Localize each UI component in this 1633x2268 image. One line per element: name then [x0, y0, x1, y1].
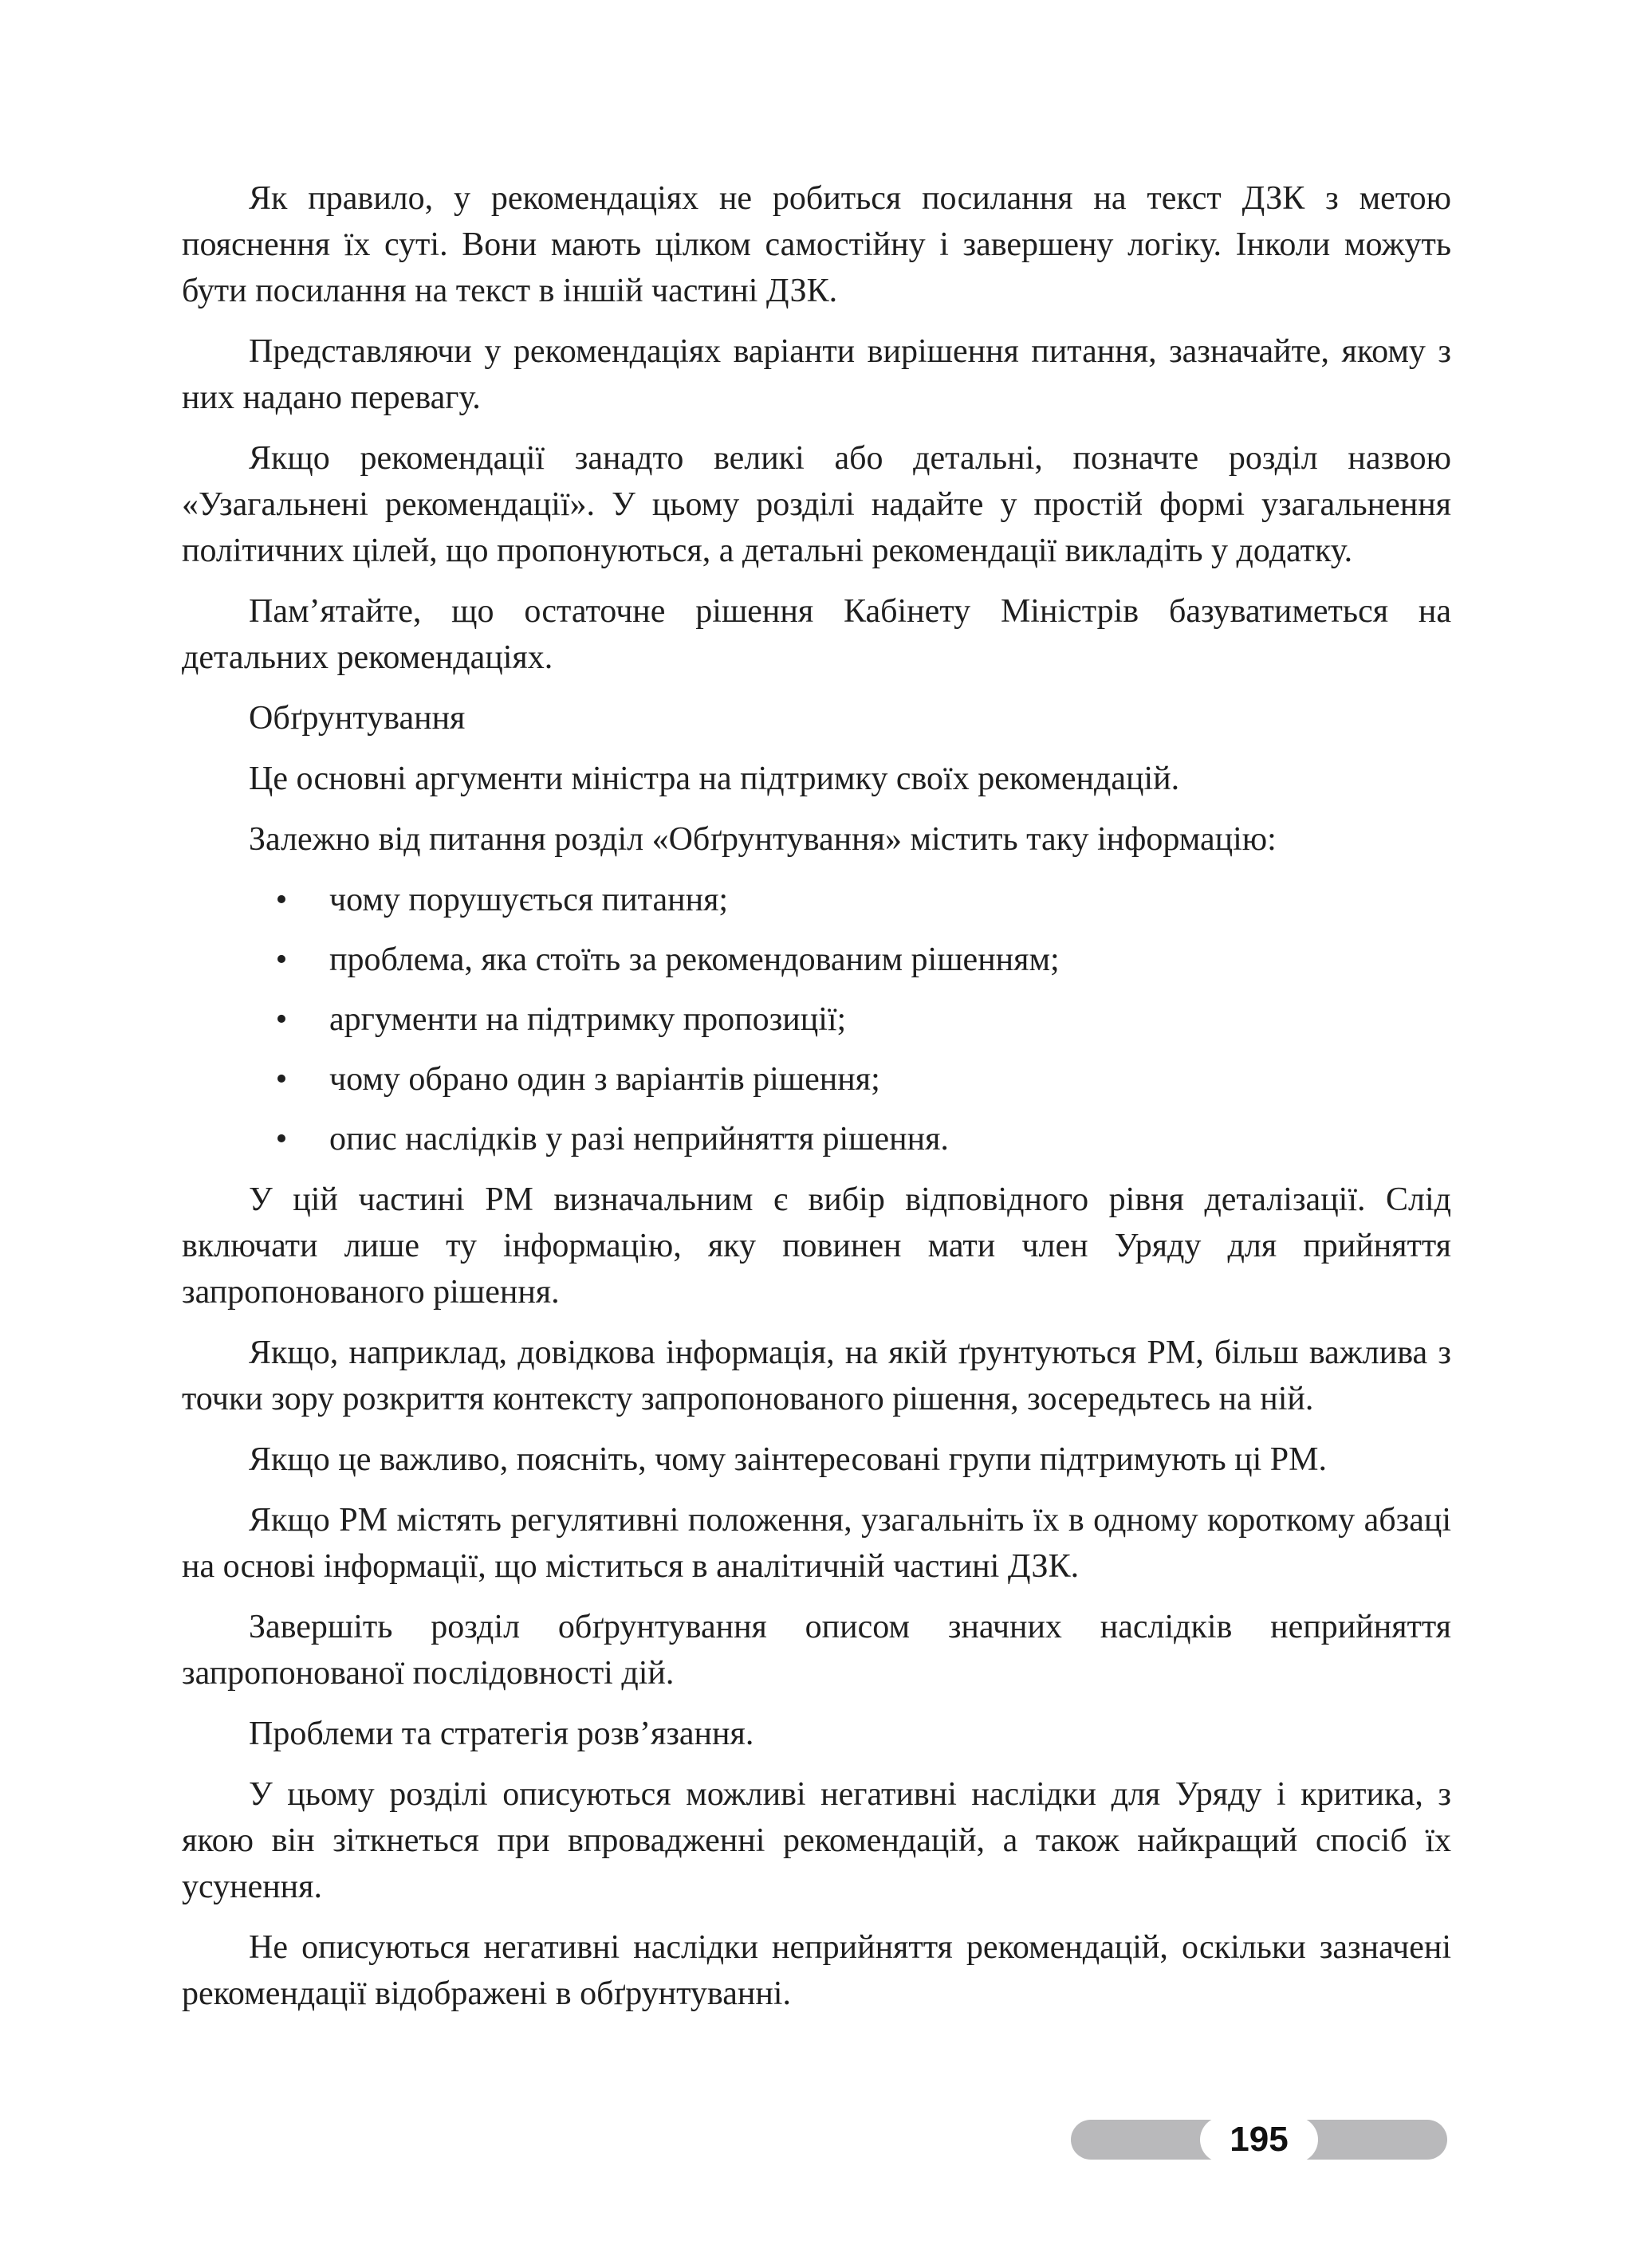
list-item: [182, 877, 1451, 923]
bullet-icon: •: [275, 941, 288, 978]
paragraph: Пам’ятайте, що остаточне рішення Кабінету Міністрів базуватиметься на детальних рекомендаціях.: [182, 593, 1451, 676]
bullet-list: [182, 877, 1451, 1162]
bullet-icon: •: [275, 1001, 288, 1038]
bullet-icon: •: [275, 1121, 288, 1158]
list-item: [182, 937, 1451, 983]
list-item: [182, 1056, 1451, 1103]
paragraph: Якщо, наприклад, довідкова інформація, на якій ґрунтуються РМ, більш важлива з точки зору розкриття контексту запропонованого рішення, зосередьтесь на ній.: [182, 1334, 1451, 1417]
paragraph: У цій частині РМ визначальним є вибір відповідного рівня деталізації. Слід включати лише ту інформацію, яку повинен мати член Уряду для прийняття запропонованого рішення.: [182, 1181, 1451, 1311]
list-item: [182, 996, 1451, 1043]
page-body: [182, 175, 1451, 2031]
section-heading-problems: Проблеми та стратегія розв’язання.: [249, 1716, 754, 1752]
paragraph: Не описуються негативні наслідки неприйняття рекомендацій, оскільки зазначені рекомендації відображені в обґрунтуванні.: [182, 1929, 1451, 2012]
paragraph: Залежно від питання розділ «Обґрунтування» містить таку інформацію:: [249, 821, 1277, 858]
paragraph: У цьому розділі описуються можливі негативні наслідки для Уряду і критика, з якою він зіткнеться при впровадженні рекомендацій, а також найкращий спосіб їх усунення.: [182, 1776, 1451, 1905]
list-item: [182, 1116, 1451, 1162]
section-heading-justification: Обґрунтування: [249, 700, 466, 737]
paragraph: Якщо рекомендації занадто великі або детальні, позначте розділ назвою «Узагальнені рекомендації». У цьому розділі надайте у простій формі узагальнення політичних цілей, що пропонуються, а детальні рекомендації викладіть у додатку.: [182, 440, 1451, 569]
bullet-icon: •: [275, 882, 288, 918]
page-number: 195: [1200, 2117, 1318, 2163]
list-item-text: чому порушується питання;: [329, 882, 729, 918]
page-number-badge: [1071, 2117, 1447, 2163]
bullet-icon: •: [275, 1061, 288, 1098]
list-item-text: опис наслідків у разі неприйняття рішення.: [329, 1121, 949, 1158]
list-item-text: аргументи на підтримку пропозиції;: [329, 1001, 847, 1038]
list-item-text: проблема, яка стоїть за рекомендованим рішенням;: [329, 941, 1060, 978]
paragraph: Представляючи у рекомендаціях варіанти вирішення питання, зазначайте, якому з них надано перевагу.: [182, 333, 1451, 416]
paragraph: Якщо це важливо, поясніть, чому заінтересовані групи підтримують ці РМ.: [249, 1441, 1327, 1478]
paragraph: Завершіть розділ обґрунтування описом значних наслідків неприйняття запропонованої послідовності дій.: [182, 1609, 1451, 1692]
paragraph: Якщо РМ містять регулятивні положення, узагальніть їх в одному короткому абзаці на основі інформації, що міститься в аналітичній частині ДЗК.: [182, 1502, 1451, 1585]
list-item-text: чому обрано один з варіантів рішення;: [329, 1061, 880, 1098]
paragraph: Це основні аргументи міністра на підтримку своїх рекомендацій.: [249, 761, 1180, 797]
paragraph: Як правило, у рекомендаціях не робиться посилання на текст ДЗК з метою пояснення їх суті. Вони мають цілком самостійну і завершену логіку. Інколи можуть бути посилання на текст в іншій частині ДЗК.: [182, 180, 1451, 309]
